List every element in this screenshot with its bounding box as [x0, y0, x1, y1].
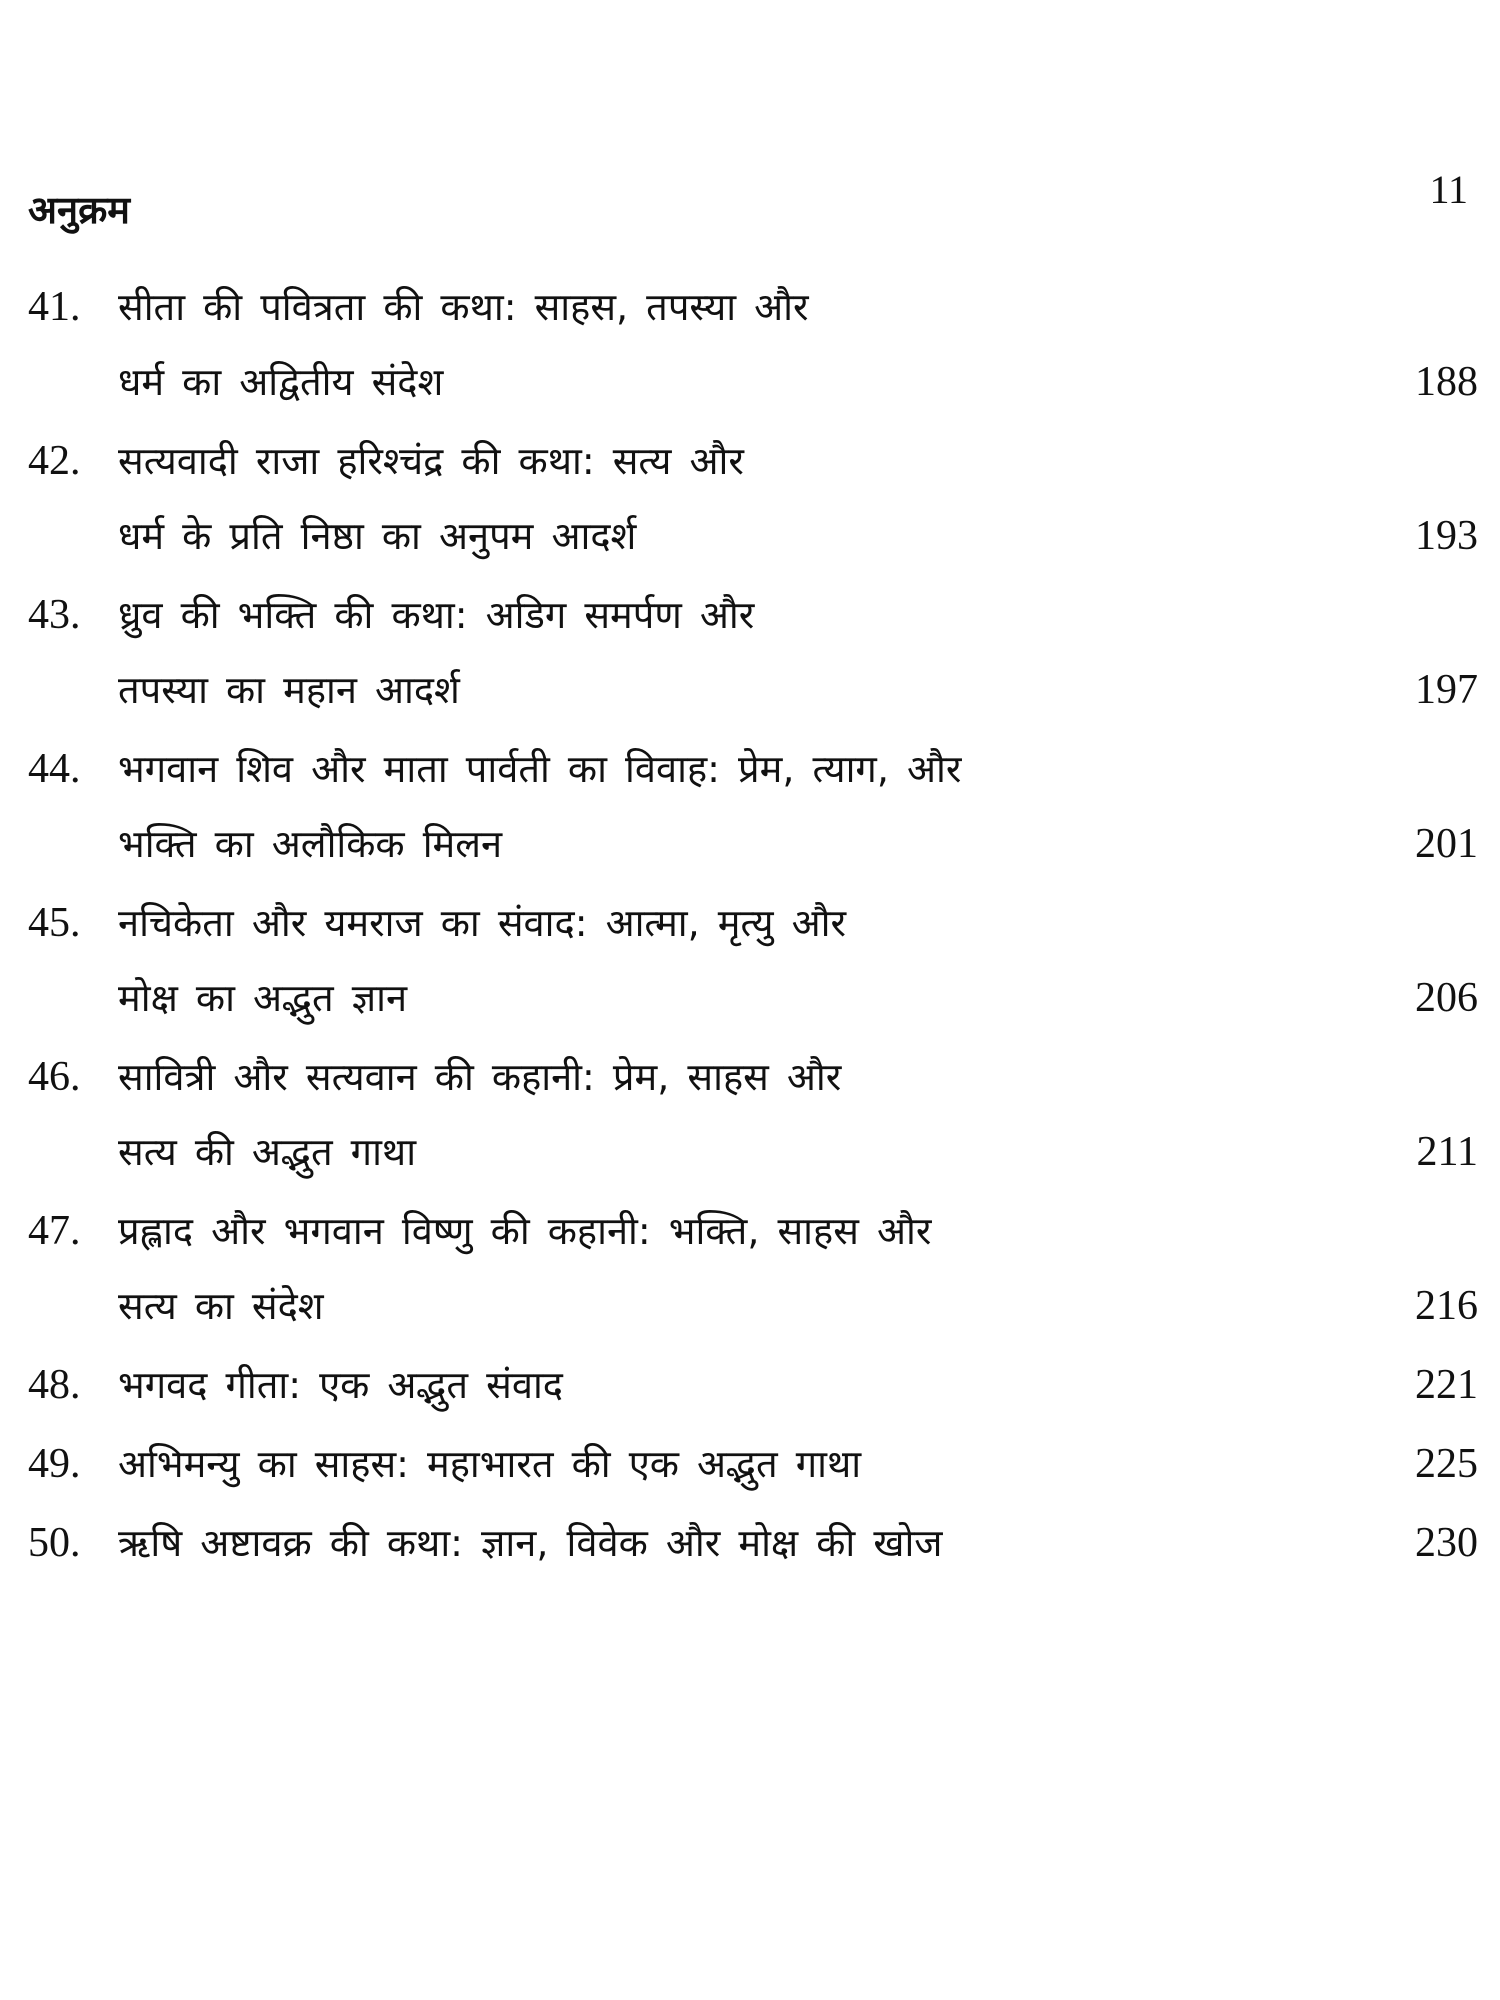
entry-title-line1: ध्रुव की भक्ति की कथा: अडिग समर्पण और	[118, 593, 755, 637]
entry-page-number: 221	[1415, 1362, 1478, 1408]
entry-number: 44.	[28, 746, 81, 792]
entry-page-number: 197	[1415, 667, 1478, 713]
entry-title-line2: भक्ति का अलौकिक मिलन	[118, 822, 503, 866]
toc-entry-43	[28, 578, 1478, 728]
entry-page-number: 225	[1415, 1441, 1478, 1487]
entry-number: 43.	[28, 592, 81, 638]
toc-entry-44	[28, 732, 1478, 882]
entry-number: 48.	[28, 1362, 81, 1408]
entry-number: 50.	[28, 1520, 81, 1566]
entry-number: 46.	[28, 1054, 81, 1100]
entry-title-line1: नचिकेता और यमराज का संवाद: आत्मा, मृत्यु और	[118, 901, 847, 945]
entry-page-number: 193	[1415, 513, 1478, 559]
entry-number: 49.	[28, 1441, 81, 1487]
entry-title-line2: धर्म का अद्वितीय संदेश	[118, 360, 444, 404]
entry-title-line2: सत्य का संदेश	[118, 1284, 324, 1328]
toc-entry-48	[28, 1348, 1478, 1423]
page-number: 11	[1429, 167, 1468, 212]
entry-page-number: 230	[1415, 1520, 1478, 1566]
toc-entry-47	[28, 1194, 1478, 1344]
entry-page-number: 206	[1415, 975, 1478, 1021]
entry-page-number: 211	[1416, 1129, 1478, 1175]
page-header	[28, 167, 1468, 250]
section-title: अनुक्रम	[28, 188, 131, 232]
entry-number: 47.	[28, 1208, 81, 1254]
entry-title: ऋषि अष्टावक्र की कथा: ज्ञान, विवेक और मोक्ष की खोज	[118, 1521, 943, 1565]
toc-entry-45	[28, 886, 1478, 1036]
entry-title: अभिमन्यु का साहस: महाभारत की एक अद्भुत गाथा	[118, 1442, 862, 1486]
entry-title-line2: तपस्या का महान आदर्श	[118, 668, 460, 712]
toc-entry-46	[28, 1040, 1478, 1190]
toc-entry-41	[28, 270, 1478, 420]
entry-number: 41.	[28, 284, 81, 330]
entry-title-line2: मोक्ष का अद्भुत ज्ञान	[118, 976, 408, 1020]
entry-title-line1: सीता की पवित्रता की कथा: साहस, तपस्या और	[118, 285, 809, 329]
toc-entry-49	[28, 1427, 1478, 1502]
entry-page-number: 201	[1415, 821, 1478, 867]
entry-title-line1: सावित्री और सत्यवान की कहानी: प्रेम, साहस और	[118, 1055, 842, 1099]
entry-page-number: 188	[1415, 359, 1478, 405]
entry-title-line1: भगवान शिव और माता पार्वती का विवाह: प्रेम, त्याग, और	[118, 747, 962, 791]
entry-number: 42.	[28, 438, 81, 484]
toc-entry-42	[28, 424, 1478, 574]
entry-title-line1: सत्यवादी राजा हरिश्चंद्र की कथा: सत्य और	[118, 439, 744, 483]
entry-title-line2: धर्म के प्रति निष्ठा का अनुपम आदर्श	[118, 514, 637, 558]
entry-title-line2: सत्य की अद्भुत गाथा	[118, 1130, 417, 1174]
entry-page-number: 216	[1415, 1283, 1478, 1329]
entry-number: 45.	[28, 900, 81, 946]
toc-entry-50	[28, 1506, 1478, 1581]
entry-title-line1: प्रह्लाद और भगवान विष्णु की कहानी: भक्ति, साहस और	[118, 1209, 932, 1253]
table-of-contents	[28, 270, 1478, 1585]
entry-title: भगवद गीता: एक अद्भुत संवाद	[118, 1363, 563, 1407]
